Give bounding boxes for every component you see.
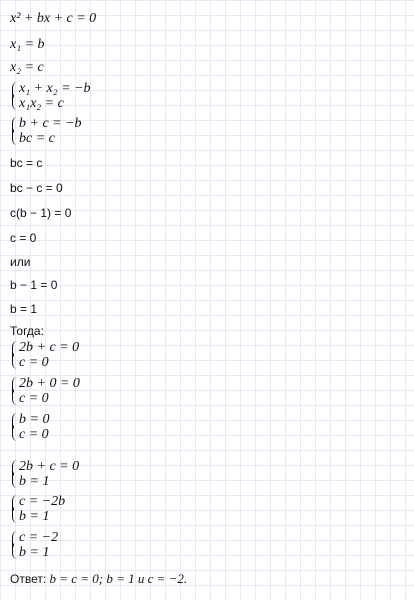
step-b-one: b = 1 <box>10 302 38 316</box>
brace-icon <box>10 412 16 442</box>
answer-text: b = c = 0; b = 1 и c = −2. <box>46 571 188 586</box>
step-bc-eq-c: bc = c <box>10 156 43 170</box>
system-row: x₁x₂ = c <box>19 96 64 111</box>
system-row: c = 0 <box>19 391 49 406</box>
answer-label: Ответ: <box>10 572 47 586</box>
system-row: 2b + c = 0 <box>19 340 80 355</box>
system-substituted <box>10 116 82 146</box>
system-row: c = −2 <box>19 530 59 545</box>
answer-line <box>10 572 187 586</box>
step-b-minus-1: b − 1 = 0 <box>10 278 58 292</box>
system-row: b = 1 <box>19 474 50 489</box>
system-row: b = 0 <box>19 412 50 427</box>
step-c-zero: c = 0 <box>10 231 37 245</box>
step-bc-minus-c: bc − c = 0 <box>10 181 63 195</box>
system-row: bc = c <box>19 131 55 146</box>
system-case1-b <box>10 376 80 406</box>
brace-icon <box>10 459 16 489</box>
system-row: c = −2b <box>19 494 66 509</box>
system-row: x₁ + x₂ = −b <box>19 81 91 96</box>
brace-icon <box>10 340 16 370</box>
text-or: или <box>10 255 31 269</box>
system-case1-c <box>10 412 49 442</box>
system-row: b + c = −b <box>19 116 82 131</box>
system-row: b = 1 <box>19 545 50 560</box>
system-case1-a <box>10 340 79 370</box>
step-factored: c(b − 1) = 0 <box>10 206 72 220</box>
root-x2: x₂ = c <box>10 60 44 75</box>
system-row: c = 0 <box>19 355 49 370</box>
system-vieta <box>10 81 91 111</box>
system-case2-a <box>10 459 79 489</box>
system-row: c = 0 <box>19 427 49 442</box>
brace-icon <box>10 116 16 146</box>
brace-icon <box>10 376 16 406</box>
brace-icon <box>10 81 16 111</box>
system-case2-b <box>10 494 65 524</box>
brace-icon <box>10 530 16 560</box>
brace-icon <box>10 494 16 524</box>
system-row: 2b + 0 = 0 <box>19 376 80 391</box>
system-row: b = 1 <box>19 509 50 524</box>
equation-quadratic: x² + bx + c = 0 <box>10 11 97 26</box>
system-row: 2b + c = 0 <box>19 459 80 474</box>
root-x1: x₁ = b <box>10 37 45 52</box>
system-case2-c <box>10 530 58 560</box>
text-then: Тогда: <box>10 324 44 338</box>
